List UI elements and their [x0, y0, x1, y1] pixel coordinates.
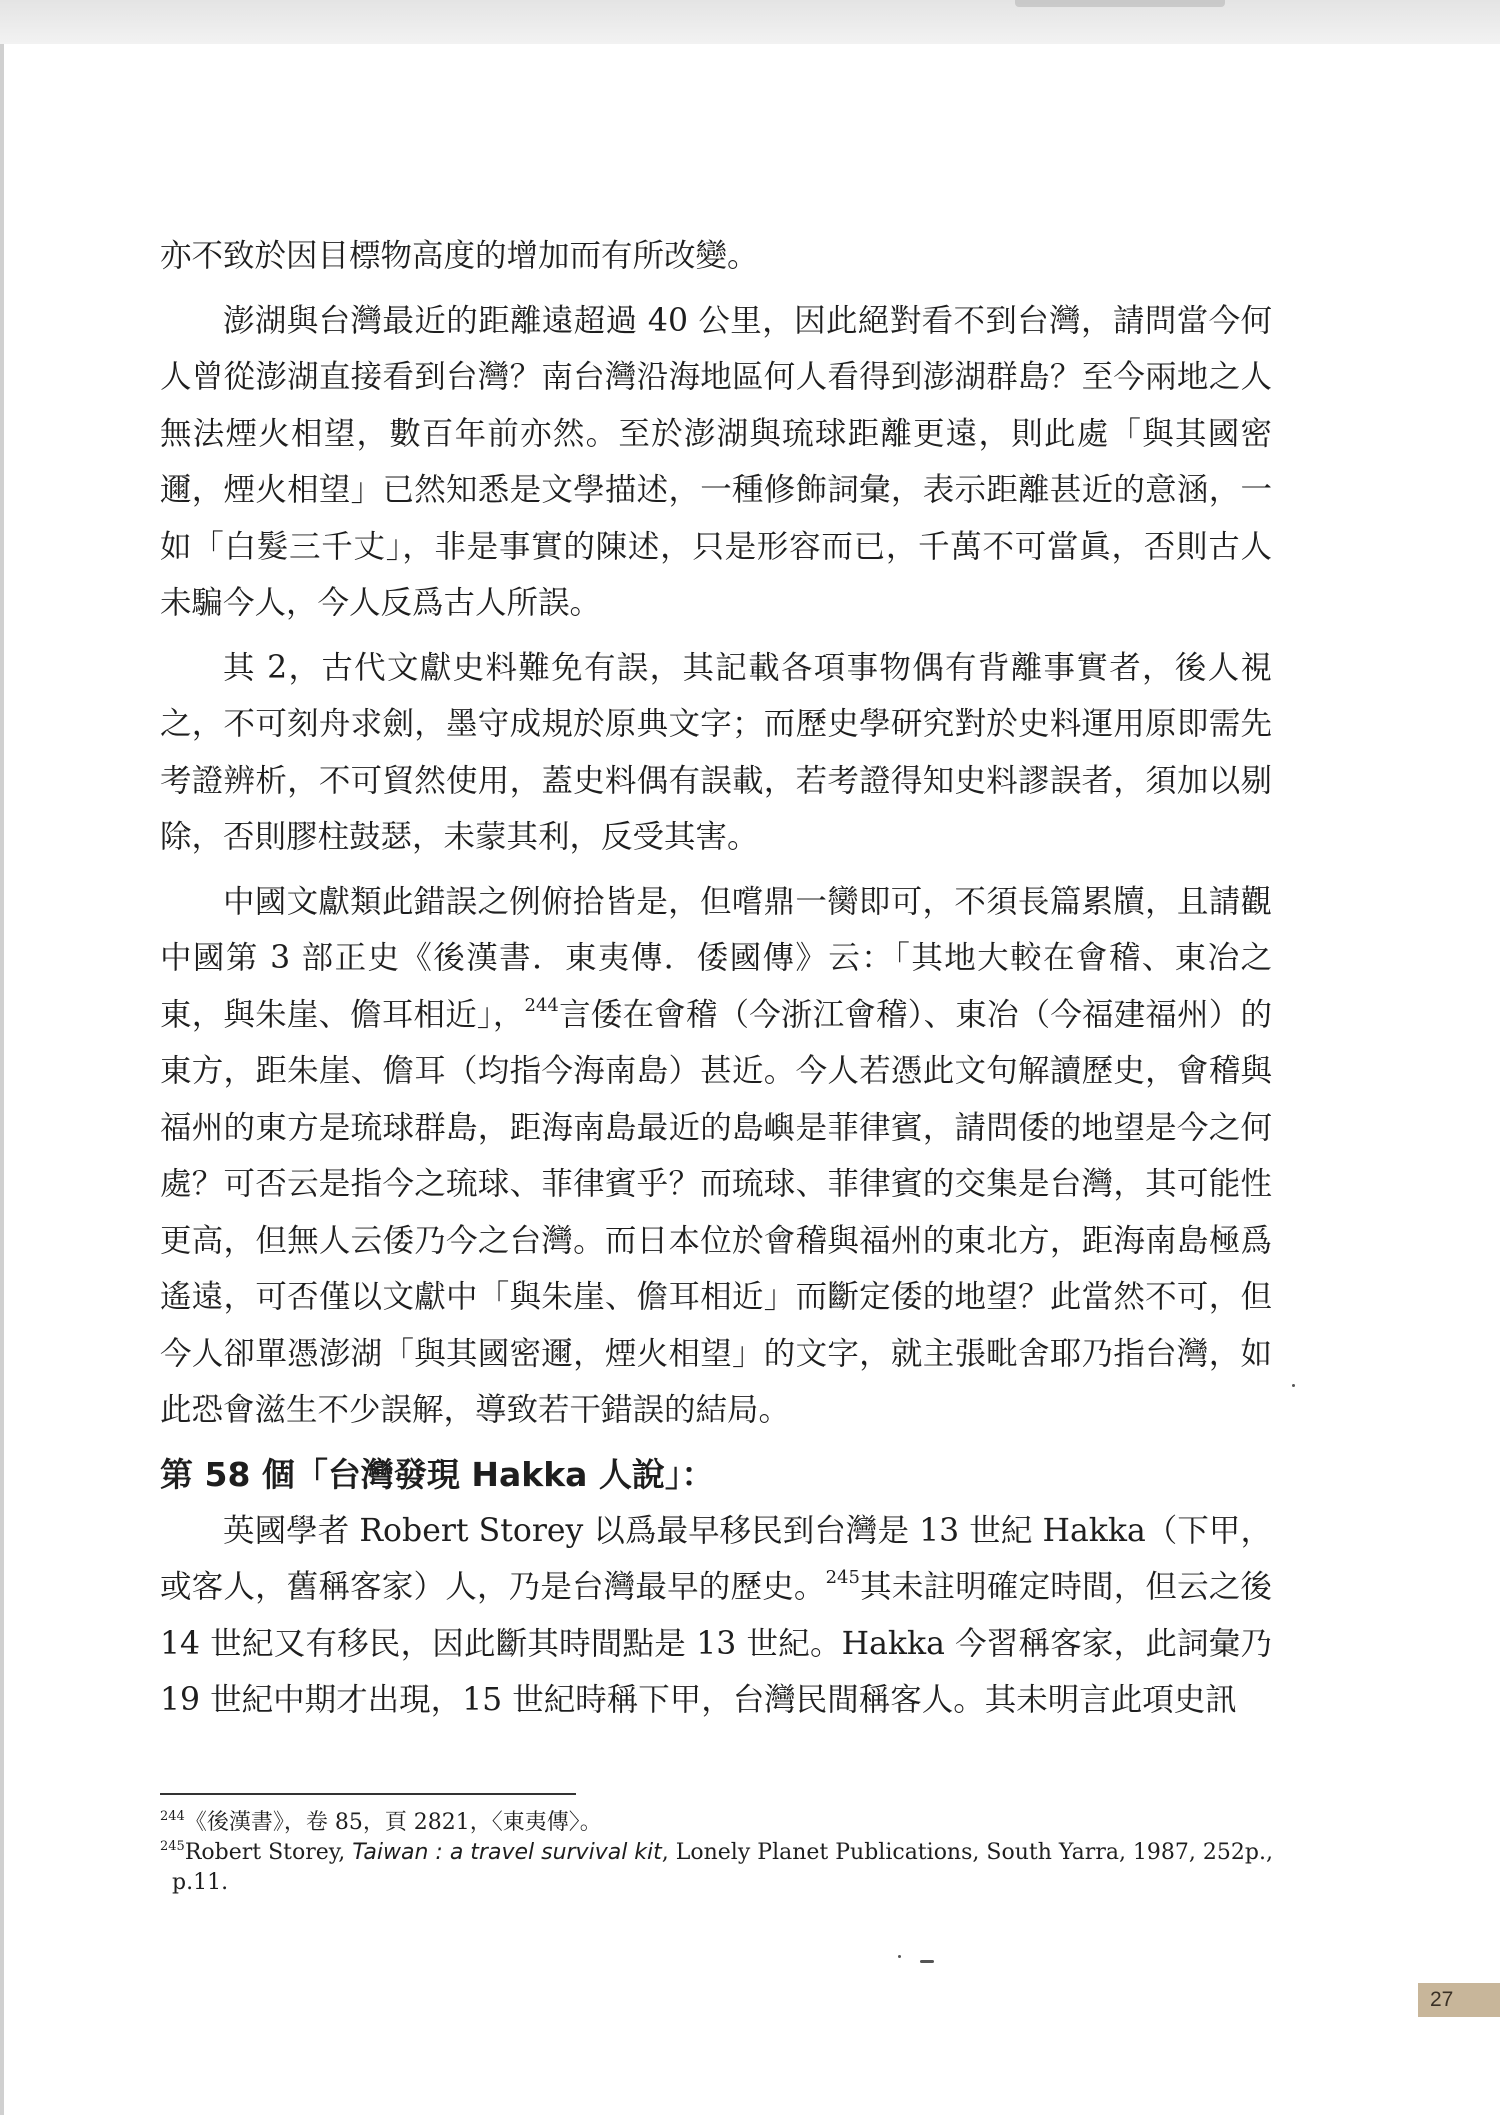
paragraph-houhanshu-example: [160, 874, 1272, 1439]
footnote-244: [160, 1808, 1290, 1838]
footnote-text: 《後漢書》，卷 85，頁 2821，〈東夷傳〉。: [184, 1810, 602, 1835]
paragraph-text: 英國學者 Robert Storey 以爲最早移民到台灣是 13 世紀 Hakka（下甲，或客人，舊稱客家）人，乃是台灣最早的歷史。: [160, 1512, 1272, 1605]
footnote-ref-245[interactable]: 245: [825, 1567, 860, 1588]
page-number: 27: [1418, 1983, 1500, 2017]
scan-left-edge: [0, 44, 4, 2115]
footnotes: [160, 1808, 1290, 1898]
section-heading: 第 58 個「台灣發現 Hakka 人說」：: [160, 1454, 715, 1494]
scan-speck: [898, 1955, 901, 1958]
paragraph-penghu-distance: 澎湖與台灣最近的距離遠超過 40 公里，因此絕對看不到台灣，請問當今何人曾從澎湖直接看到台灣？南台灣沿海地區何人看得到澎湖群島？至今兩地之人無法煙火相望，數百年前亦然。至於澎湖與琉球距離更遠，則此處「與其國密邇，煙火相望」已然知悉是文學描述，一種修飾詞彙，表示距離甚近的意涵，一如「白髮三千丈」，非是事實的陳述，只是形容而已，千萬不可當眞，否則古人未騙今人，今人反爲古人所誤。: [160, 302, 1272, 621]
scan-speck: [920, 1960, 934, 1963]
scan-top-mark: [1015, 0, 1225, 7]
scan-top-band: [0, 0, 1500, 44]
footnote-ref-244[interactable]: 244: [524, 994, 559, 1016]
footnote-number: 244: [160, 1809, 185, 1824]
footnote-245: [160, 1838, 1290, 1868]
paragraph-text: 言倭在會稽（今浙江會稽）、東冶（今福建福州）的東方，距朱崖、儋耳（均指今海南島）甚近。今人若憑此文句解讀歷史，會稽與福州的東方是琉球群島，距海南島最近的島嶼是菲律賓，請問倭的地望是今之何處？可否云是指今之琉球、菲律賓乎？而琉球、菲律賓的交集是台灣，其可能性更高，但無人云倭乃今之台灣。而日本位於會稽與福州的東北方，距海南島極爲遙遠，可否僅以文獻中「與朱崖、儋耳相近」而斷定倭的地望？此當然不可，但今人卻單憑澎湖「與其國密邇，煙火相望」的文字，就主張毗舍耶乃指台灣，如此恐會滋生不少誤解，導致若干錯誤的結局。: [160, 996, 1272, 1428]
footnote-author: Robert Storey,: [184, 1840, 353, 1865]
paragraph-text: 其未註明確定時間，但云之後 14 世紀又有移民，因此斷其時間點是 13 世紀。Hakka 今習稱客家，此詞彙乃 19 世紀中期才出現，15 世紀時稱下甲，台灣民間稱客人。其未明言此項史訊: [160, 1569, 1272, 1718]
footnote-divider: [160, 1793, 576, 1795]
footnote-245-page: p.11.: [172, 1870, 229, 1895]
footnote-publication: , Lonely Planet Publications, South Yarra, 1987, 252p.,: [661, 1840, 1273, 1865]
paragraph-sources-error: 其 2，古代文獻史料難免有誤，其記載各項事物偶有背離事實者，後人視之，不可刻舟求劍，墨守成規於原典文字；而歷史學研究對於史料運用原即需先考證辨析，不可貿然使用，蓋史料偶有誤載，若考證得知史料謬誤者，須加以剔除，否則膠柱鼓瑟，未蒙其利，反受其害。: [160, 649, 1272, 855]
paragraph-text: 中國文獻類此錯誤之例俯拾皆是，但嚐鼎一臠即可，不須長篇累牘，且請觀中國第 3 部正史《後漢書．東夷傳．倭國傳》云：「其地大較在會稽、東冶之東，與朱崖、儋耳相近」，: [160, 883, 1272, 1033]
paragraph-hakka: [160, 1503, 1272, 1729]
body-text: [160, 228, 1272, 1737]
footnote-book-title: Taiwan : a travel survival kit: [352, 1840, 662, 1865]
footnote-number: 245: [160, 1839, 185, 1854]
paragraph-continuation: 亦不致於因目標物高度的增加而有所改變。: [160, 238, 759, 274]
scan-speck: [1292, 1384, 1295, 1387]
